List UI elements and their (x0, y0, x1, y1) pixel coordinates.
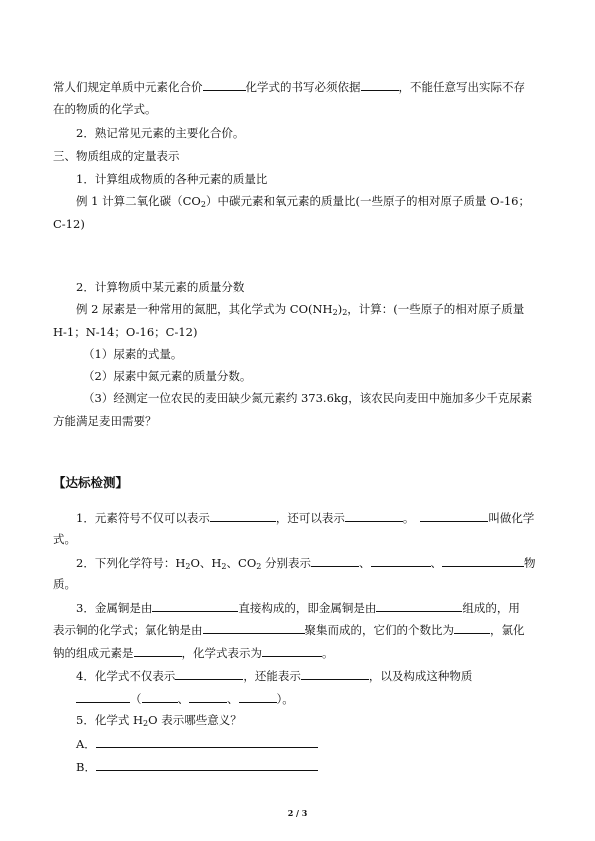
check-heading: 【达标检测】 (53, 475, 129, 490)
check-q5 (76, 713, 242, 727)
text: 叫做化学 (488, 511, 535, 525)
subscript: 2 (185, 562, 191, 571)
text: 例 1 计算二氧化碳（CO (76, 194, 201, 208)
blank (239, 691, 277, 703)
text: B． (76, 760, 96, 774)
blank (152, 600, 238, 612)
text: 例 2 尿素是一种常用的氮肥，其化学式为 CO(NH (76, 302, 333, 316)
example-1 (76, 194, 530, 208)
blank (301, 668, 369, 680)
text: 5．化学式 H (76, 713, 144, 727)
blank (311, 555, 359, 567)
blank (420, 510, 488, 522)
text: O、H (190, 556, 222, 570)
subscript: 2 (200, 200, 206, 209)
check-q3-cont-1 (53, 622, 525, 637)
subscript: 2 (332, 308, 338, 317)
text: ）。 (276, 692, 294, 706)
text: 。 (402, 511, 415, 525)
intro-line-1 (53, 79, 525, 94)
blank (142, 691, 178, 703)
text: 常人们规定单质中元素化合价 (53, 80, 203, 94)
text: 2．下列化学符号：H (76, 556, 186, 570)
check-q2 (76, 555, 536, 570)
text: ，以及构成这种物质 (368, 669, 473, 683)
subscript: 2 (221, 562, 227, 571)
check-q4 (76, 668, 472, 683)
check-q5-option-b (76, 759, 318, 774)
blank (189, 691, 227, 703)
example-2-q1: （1）尿素的式量。 (83, 347, 183, 361)
blank (76, 691, 130, 703)
blank (371, 555, 431, 567)
blank (345, 510, 403, 522)
page-number: 2 / 3 (287, 808, 308, 818)
check-q1-cont: 式。 (53, 532, 76, 546)
text: ，不能任意写出实际不存 (398, 80, 525, 94)
check-q3 (76, 600, 520, 615)
blank (175, 668, 243, 680)
blank (203, 622, 305, 634)
subscript: 2 (256, 562, 262, 571)
text: （ (130, 692, 142, 706)
section-3-item-1: 1．计算组成物质的各种元素的质量比 (76, 172, 268, 186)
text: 分别表示 (261, 556, 311, 570)
example-2-q3-cont: 方能满足麦田需要？ (53, 414, 157, 428)
example-2 (76, 302, 524, 316)
text: 1．元素符号不仅可以表示 (76, 511, 210, 525)
text: 聚集而成的，它们的个数比为 (304, 623, 454, 637)
text: O 表示哪些意义？ (148, 713, 242, 727)
section-3-title: 三、物质组成的定量表示 (53, 149, 180, 163)
text: 、 (227, 692, 239, 706)
text: 、 (177, 692, 189, 706)
blank (454, 622, 490, 634)
text: ) (337, 302, 343, 316)
text: 组成的，用 (462, 601, 520, 615)
intro-line-2: 在的物质的化学式。 (53, 102, 157, 116)
text: 钠的组成元素是 (53, 646, 134, 660)
text: 直接构成的，即金属铜是由 (238, 601, 377, 615)
check-q5-option-a (76, 736, 318, 751)
blank (376, 600, 462, 612)
check-q2-cont: 质。 (53, 577, 76, 591)
text: ，氯化 (490, 623, 525, 637)
text: ，计算：(一些原子的相对原子质量 (347, 302, 525, 316)
section-3-item-2: 2．计算物质中某元素的质量分数 (76, 280, 245, 294)
text: 3．金属铜是由 (76, 601, 153, 615)
blank (96, 736, 318, 748)
blank (361, 79, 399, 91)
text: 物 (524, 556, 536, 570)
intro-line-3: 2．熟记常见元素的主要化合价。 (76, 126, 245, 140)
text: 表示铜的化学式；氯化钠是由 (53, 623, 203, 637)
blank (210, 510, 276, 522)
text: 、 (359, 556, 371, 570)
text: 、CO (226, 556, 257, 570)
text: ）中碳元素和氧元素的质量比(一些原子的相对原子质量 O-16； (205, 194, 530, 208)
text: ，还能表示 (243, 669, 301, 683)
text: 、 (430, 556, 442, 570)
check-q3-cont-2 (53, 645, 334, 660)
blank (96, 759, 318, 771)
subscript: 2 (143, 719, 149, 728)
text: A． (76, 737, 96, 751)
blank (203, 79, 246, 91)
example-2-q2: （2）尿素中氮元素的质量分数。 (83, 369, 252, 383)
check-q4-cont (76, 691, 294, 706)
text: ，还可以表示 (275, 511, 345, 525)
text: ，化学式表示为 (181, 646, 262, 660)
text: 。 (322, 646, 334, 660)
check-q1 (76, 510, 534, 525)
example-2-q3: （3）经测定一位农民的麦田缺少氮元素约 373.6kg，该农民向麦田中施加多少千克尿素 (83, 391, 533, 405)
blank (442, 555, 524, 567)
example-1-cont: C-12) (53, 217, 85, 231)
text: 4．化学式不仅表示 (76, 669, 176, 683)
subscript: 2 (342, 308, 348, 317)
text: 化学式的书写必须依据 (245, 80, 361, 94)
blank (262, 645, 322, 657)
example-2-cont: H-1；N-14；O-16；C-12) (53, 325, 198, 339)
blank (134, 645, 182, 657)
